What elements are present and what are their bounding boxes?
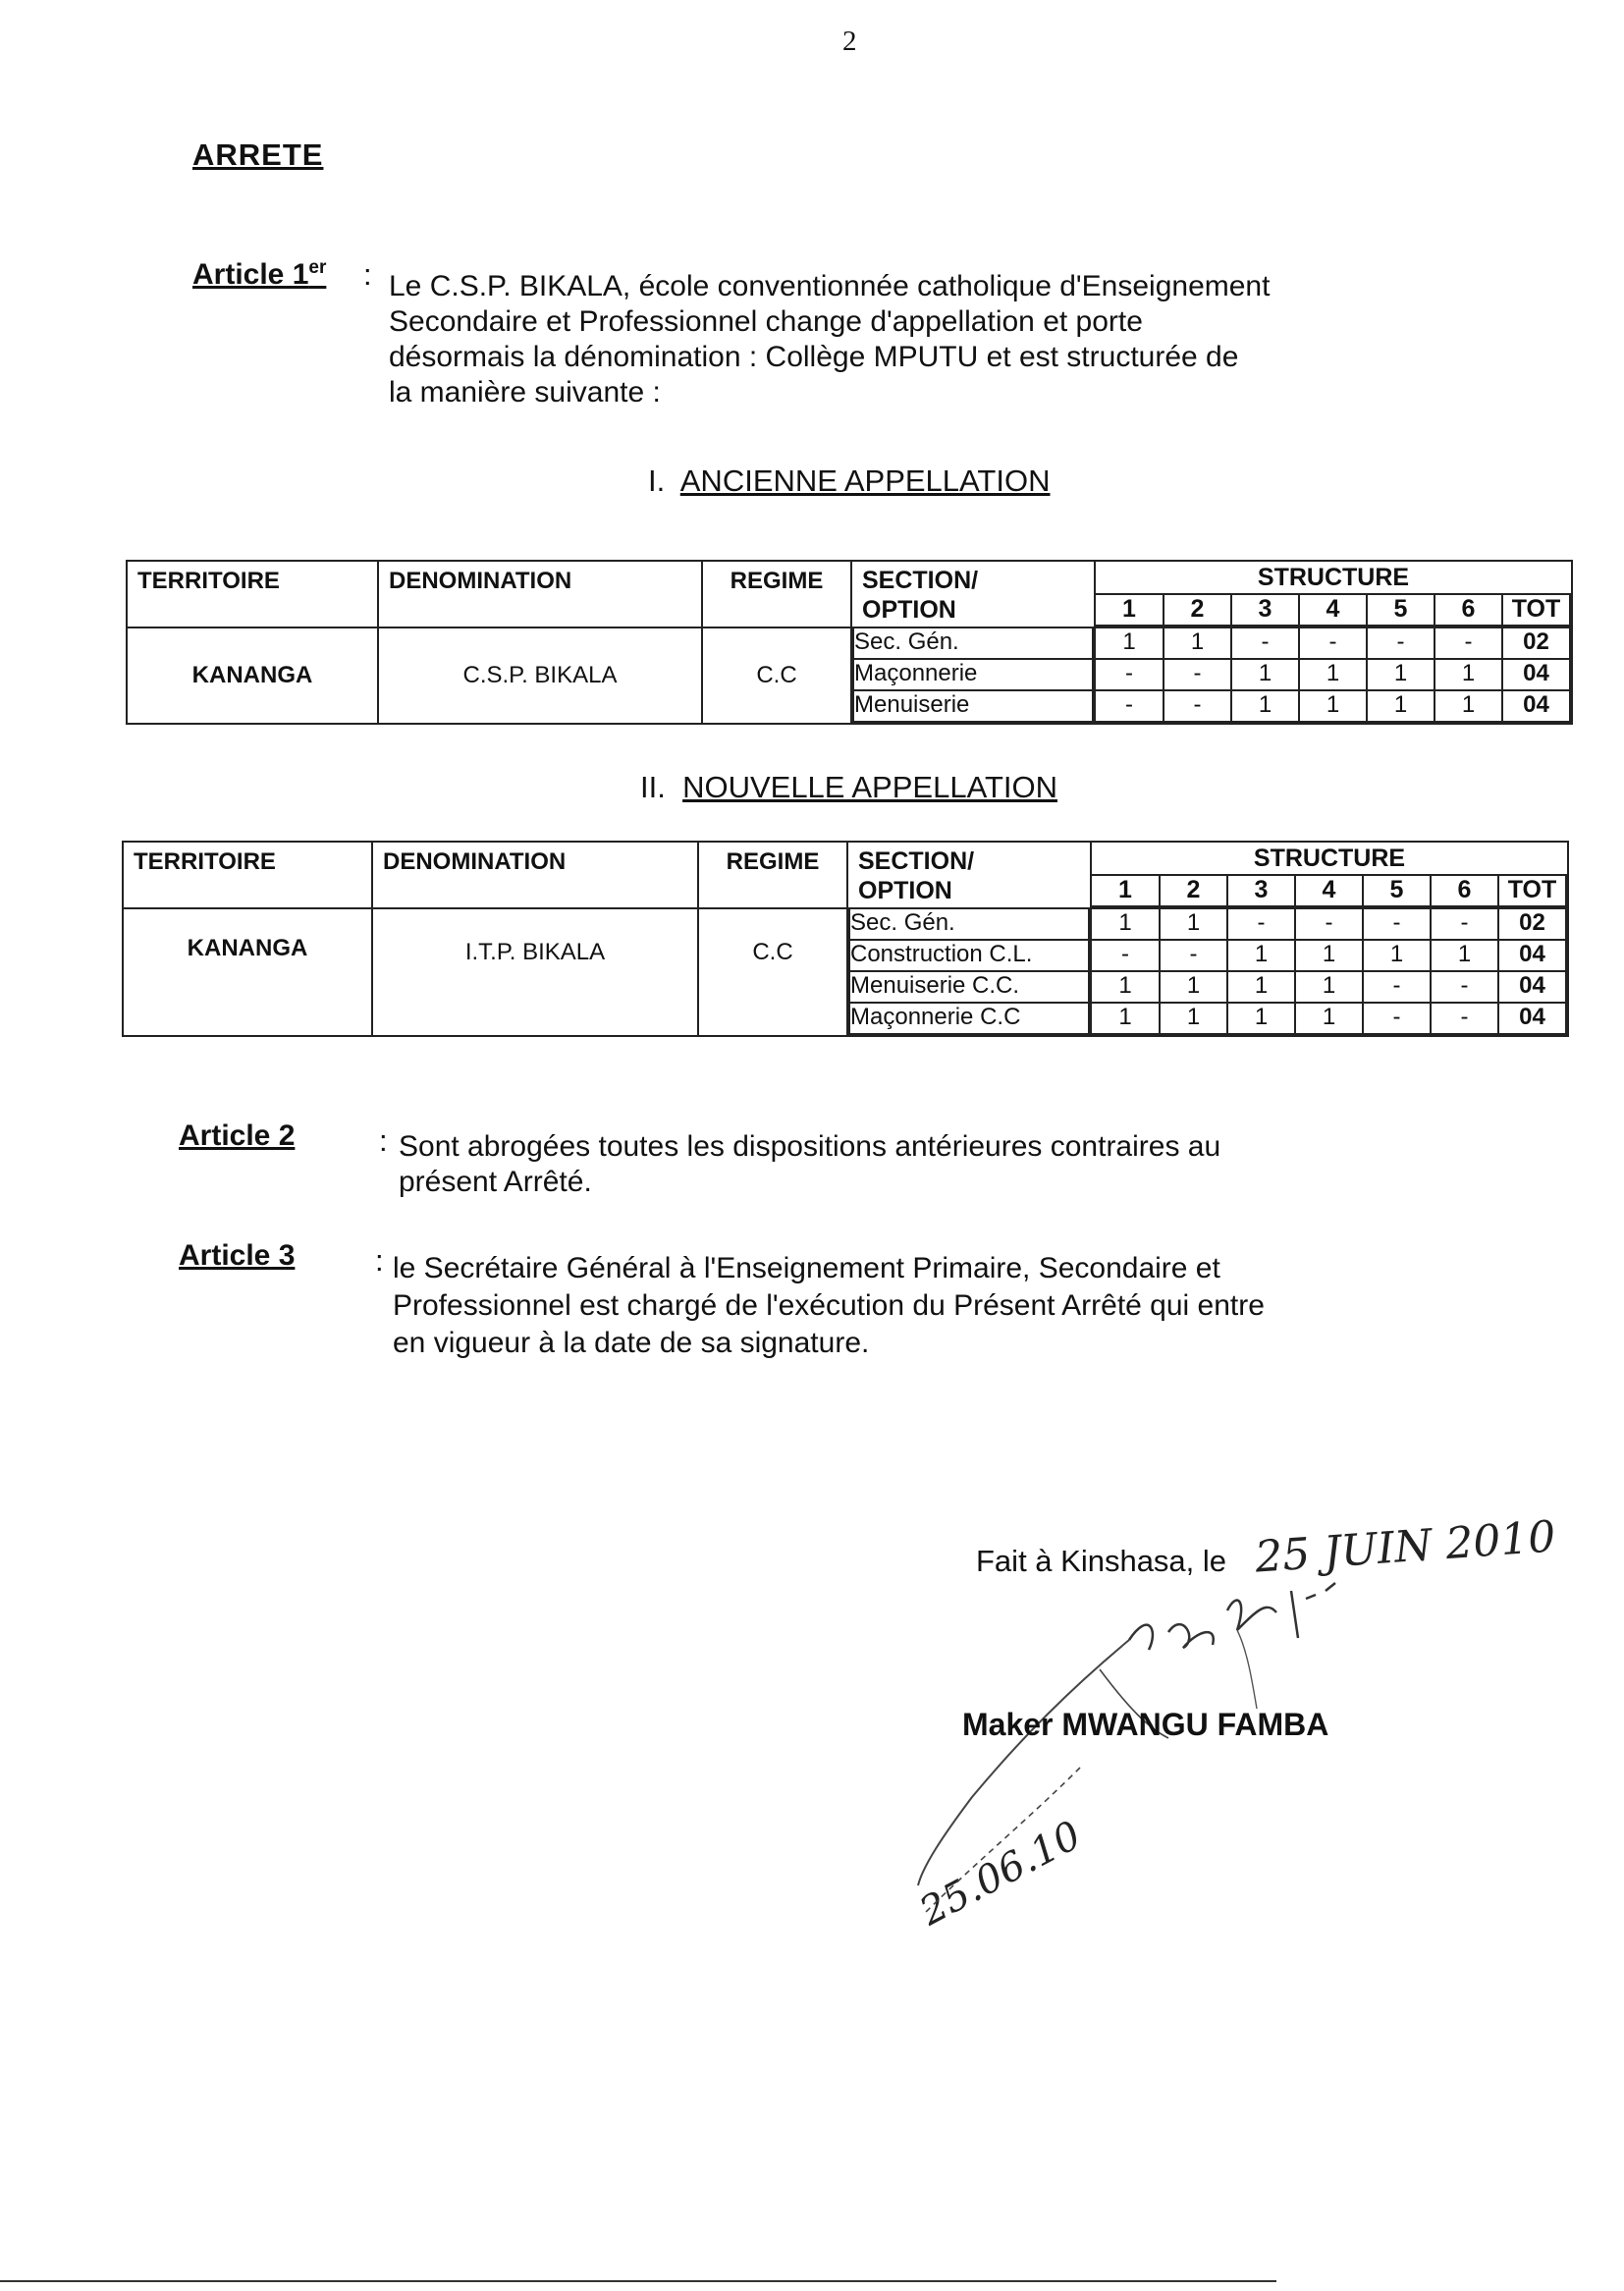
section2-r2-tot: 04 [1498,940,1566,971]
section1-r2-c2: - [1164,659,1231,690]
section2-territoire: KANANGA [123,908,372,1036]
article2-line-1: Sont abrogées toutes les dispositions antérieures contraires au [399,1130,1221,1163]
section2-r3-c4: 1 [1295,971,1363,1003]
section2-r2-c2: - [1160,940,1227,971]
section1-r2-c4: 1 [1299,659,1367,690]
section2-option-2: Construction C.L. [849,940,1089,971]
section2-r4-c6: - [1431,1003,1498,1034]
section1-r3-c5: 1 [1367,690,1435,722]
section1-col-1: 1 [1096,594,1164,626]
document-heading: ARRETE [192,137,324,172]
section1-values-grid [1096,628,1571,723]
section1-r1-c2: 1 [1164,628,1231,659]
section2-r1-c5: - [1363,909,1431,940]
section1-r3-c2: - [1164,690,1231,722]
section2-r2-c3: 1 [1227,940,1295,971]
article1-label-sup: er [308,257,327,278]
signature-handwritten-date: 25 JUIN 2010 [1253,1511,1557,1583]
section2-r4-c4: 1 [1295,1003,1363,1034]
section2-col-4: 4 [1295,875,1363,906]
section1-r2-tot: 04 [1502,659,1570,690]
section1-values-row-2 [1096,659,1570,690]
section1-r1-c6: - [1435,628,1502,659]
section2-values-row-4 [1092,1003,1566,1034]
section1-r1-c3: - [1231,628,1299,659]
page-number: 2 [842,26,857,57]
section1-col-6: 6 [1435,594,1502,626]
section1-header-section-line1: SECTION/ [862,567,979,594]
section2-r3-c3: 1 [1227,971,1295,1003]
section2-r1-c4: - [1295,909,1363,940]
section1-header-denomination: DENOMINATION [378,561,702,627]
article1-label [192,257,326,292]
section2-r1-tot: 02 [1498,909,1566,940]
section1-col-4: 4 [1299,594,1367,626]
section1-r3-c3: 1 [1231,690,1299,722]
section1-r3-c1: - [1096,690,1164,722]
section1-header-territoire: TERRITOIRE [127,561,378,627]
section2-r2-c1: - [1092,940,1160,971]
article3-colon: : [375,1243,384,1278]
section1-r2-c5: 1 [1367,659,1435,690]
section1-col-3: 3 [1231,594,1299,626]
section2-values-row-3 [1092,971,1566,1003]
article1-label-text: Article 1 [192,258,309,291]
section1-r2-c6: 1 [1435,659,1502,690]
section2-r1-c3: - [1227,909,1295,940]
section2-values-row-1 [1092,909,1566,940]
section1-r3-c4: 1 [1299,690,1367,722]
section1-header-section [851,561,1095,627]
section1-territoire: KANANGA [127,627,378,724]
article3-line-2: Professionnel est chargé de l'exécution du Présent Arrêté qui entre [393,1289,1265,1322]
section1-r1-tot: 02 [1502,628,1570,659]
article3-line-3: en vigueur à la date de sa signature. [393,1327,870,1359]
section1-values-row-3 [1096,690,1570,722]
section2-col-5: 5 [1363,875,1431,906]
section1-structure-cols [1096,593,1571,627]
section2-r4-c5: - [1363,1003,1431,1034]
signer-name: Maker MWANGU FAMBA [962,1707,1329,1742]
section2-header-regime: REGIME [698,842,847,908]
section2-r3-c2: 1 [1160,971,1227,1003]
section2-r3-c5: - [1363,971,1431,1003]
section2-r4-tot: 04 [1498,1003,1566,1034]
section2-col-3: 3 [1227,875,1295,906]
section2-r1-c6: - [1431,909,1498,940]
section1-structure-values [1095,627,1572,724]
signature-place: Fait à Kinshasa, le [976,1544,1227,1578]
bottom-rule [0,2280,1276,2282]
article1-line-1: Le C.S.P. BIKALA, école conventionnée catholique d'Enseignement [389,270,1271,302]
section1-denomination: C.S.P. BIKALA [378,627,702,724]
signature-stroke-icon [884,1758,1139,1925]
section1-values-row-1 [1096,628,1570,659]
section2-r2-c6: 1 [1431,940,1498,971]
section2-r1-c2: 1 [1160,909,1227,940]
article2-line-2: présent Arrêté. [399,1166,592,1198]
section2-denomination: I.T.P. BIKALA [372,908,698,1036]
section2-r4-c1: 1 [1092,1003,1160,1034]
article2-label: Article 2 [179,1119,296,1152]
section1-numeral: I. [648,464,666,498]
section1-option-1: Sec. Gén. [853,628,1093,659]
section1-options [851,627,1095,724]
section2-title [640,770,1057,805]
section1-r2-c3: 1 [1231,659,1299,690]
section1-r3-c6: 1 [1435,690,1502,722]
section1-structure-title: STRUCTURE [1257,564,1410,591]
section2-r1-c1: 1 [1092,909,1160,940]
section2-r3-tot: 04 [1498,971,1566,1003]
section2-options-list [848,909,1090,1035]
section1-r1-c4: - [1299,628,1367,659]
article2-colon: : [379,1123,388,1158]
section2-r4-c3: 1 [1227,1003,1295,1034]
section2-col-6: 6 [1431,875,1498,906]
section1-r3-tot: 04 [1502,690,1570,722]
section2-r3-c6: - [1431,971,1498,1003]
section1-title-text: ANCIENNE APPELLATION [679,464,1051,498]
section2-option-4: Maçonnerie C.C [849,1003,1089,1034]
section1-r1-c1: 1 [1096,628,1164,659]
article1-line-3: désormais la dénomination : Collège MPUTU et est structurée de [389,341,1239,373]
section2-structure-values [1091,908,1568,1036]
article3-label: Article 3 [179,1239,296,1272]
section1-header-section-line2: OPTION [862,596,956,624]
section1-col-5: 5 [1367,594,1435,626]
section2-header-denomination: DENOMINATION [372,842,698,908]
article1-line-2: Secondaire et Professionnel change d'appellation et porte [389,305,1143,338]
section2-values-grid [1092,909,1567,1035]
section2-structure-cols [1092,874,1567,907]
section1-option-3: Menuiserie [853,690,1093,722]
section2-regime: C.C [698,908,847,1036]
section1-regime: C.C [702,627,851,724]
section1-option-2: Maçonnerie [853,659,1093,690]
section2-header-section-line2: OPTION [858,877,952,904]
section1-table [126,560,1573,725]
section2-col-1: 1 [1092,875,1160,906]
section2-r2-c5: 1 [1363,940,1431,971]
section2-table [122,841,1569,1037]
section2-col-tot: TOT [1498,875,1566,906]
section2-r3-c1: 1 [1092,971,1160,1003]
handwritten-note: 25.06.10 [912,1812,1089,1936]
section1-structure-header [1095,561,1572,627]
section2-option-3: Menuiserie C.C. [849,971,1089,1003]
article1-line-4: la manière suivante : [389,376,661,409]
section2-values-row-2 [1092,940,1566,971]
article1-colon: : [363,257,372,292]
section1-header-regime: REGIME [702,561,851,627]
section2-title-text: NOUVELLE APPELLATION [682,770,1057,804]
section2-col-2: 2 [1160,875,1227,906]
section1-r2-c1: - [1096,659,1164,690]
section2-structure-title: STRUCTURE [1253,845,1406,872]
section2-header-section [847,842,1091,908]
article3-line-1: le Secrétaire Général à l'Enseignement Primaire, Secondaire et [393,1252,1220,1284]
section2-header-territoire: TERRITOIRE [123,842,372,908]
section1-col-2: 2 [1164,594,1231,626]
section2-options [847,908,1091,1036]
section2-option-1: Sec. Gén. [849,909,1089,940]
section2-header-section-line1: SECTION/ [858,847,975,875]
section2-r4-c2: 1 [1160,1003,1227,1034]
section2-structure-header [1091,842,1568,908]
section1-options-list [852,628,1094,723]
section1-title [648,464,1050,499]
section2-r2-c4: 1 [1295,940,1363,971]
section1-r1-c5: - [1367,628,1435,659]
section1-col-tot: TOT [1502,594,1570,626]
section2-numeral: II. [640,770,666,804]
